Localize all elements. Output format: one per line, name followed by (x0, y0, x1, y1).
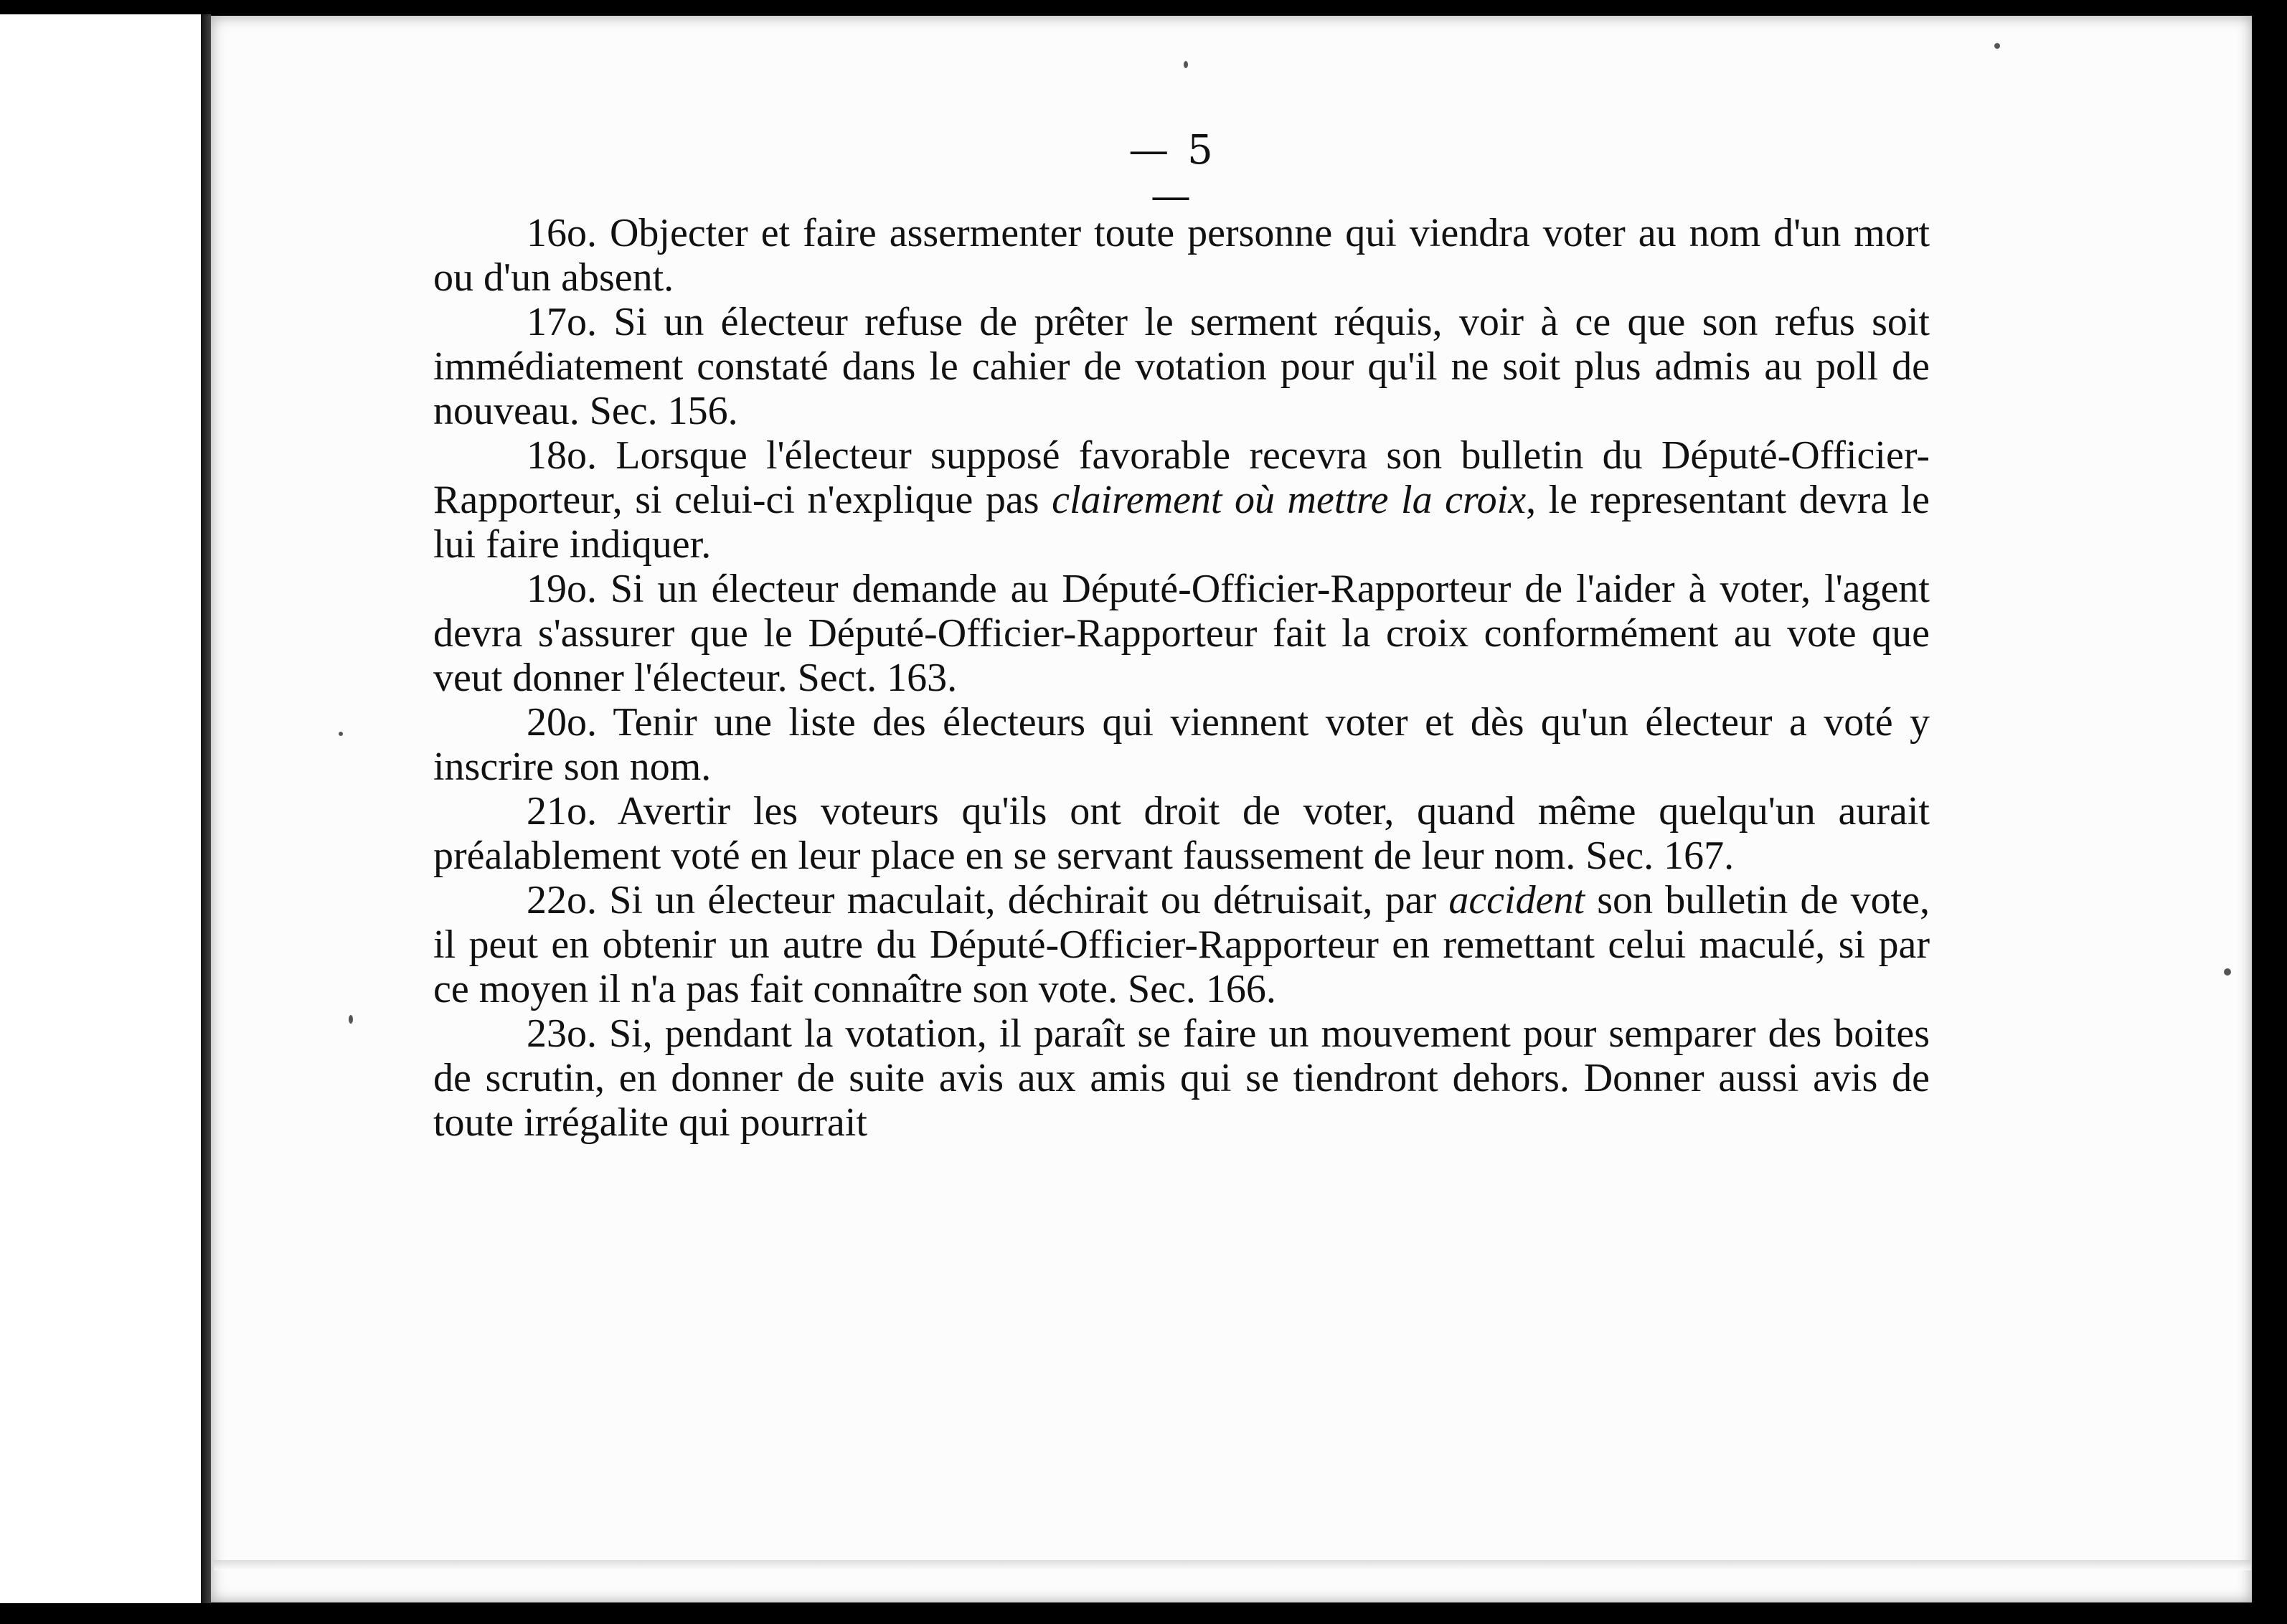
paragraph-23 (433, 1011, 1930, 1145)
paragraph-22 (433, 878, 1930, 1011)
scan-speck (349, 1015, 353, 1024)
book-gutter (201, 14, 211, 1603)
paragraph-text: 19o. Si un électeur demande au Député-Officier-Rapporteur de l'aider à voter, l'agent devra s'assurer que le Député-Officier-Rapporteur fait la croix conformément au vote que veut donner l'électeur. Sect. 163. (433, 567, 1930, 700)
scan-speck (339, 732, 343, 736)
paragraph-text: 16o. Objecter et faire assermenter toute personne qui viendra voter au nom d'un mort ou d'un absent. (433, 211, 1930, 300)
paragraph-text: 22o. Si un électeur maculait, déchirait ou détruisait, par (527, 878, 1449, 922)
paragraph-text: 18o. Lorsque l'électeur supposé favorable recevra son bulletin du Député-Officier-Rapporteur, si celui-ci n'explique pas (433, 433, 1930, 522)
paragraph-16 (433, 211, 1930, 300)
paragraph-text: 23o. Si, pendant la votation, il paraît se faire un mouvement pour semparer des boites de scrutin, en donner de suite avis aux amis qui se tiendront dehors. Donner aussi avis de toute irrégalite qui pourrait (433, 1011, 1930, 1145)
paragraph-text: , le representant devra le lui faire indiquer. (433, 478, 1930, 567)
facing-page-edge (0, 14, 201, 1603)
paragraph-text: son bulletin de vote, il peut en obtenir un autre du Député-Officier-Rapporteur en remettant celui maculé, si par ce moyen il n'a pas fait connaître son vote. Sec. 166. (433, 878, 1930, 1011)
paragraph-text: 17o. Si un électeur refuse de prêter le serment réquis, voir à ce que son refus soit immédiatement constaté dans le cahier de votation pour qu'il ne soit plus admis au poll de nouveau. Sec. 156. (433, 300, 1930, 433)
paragraph-17 (433, 300, 1930, 433)
paragraph-18 (433, 433, 1930, 567)
paragraph-text: 20o. Tenir une liste des électeurs qui viennent voter et dès qu'un électeur a voté y inscrire son nom. (433, 700, 1930, 789)
scan-speck (2224, 968, 2231, 976)
paragraph-21 (433, 789, 1930, 878)
paragraph-20 (433, 700, 1930, 789)
page-body (433, 211, 1930, 1145)
paragraph-19 (433, 567, 1930, 700)
italic-text: accident (1448, 878, 1585, 922)
page-bottom-edge (214, 1560, 2251, 1570)
scan-speck (1184, 61, 1188, 68)
page-number: — 5 — (1128, 127, 1216, 219)
paragraph-text: 21o. Avertir les voteurs qu'ils ont droit de voter, quand même quelqu'un aurait préalablement voté en leur place en se servant faussement de leur nom. Sec. 167. (433, 789, 1930, 878)
italic-text: clairement où mettre la croix (1052, 478, 1527, 522)
scan-speck (1994, 43, 2000, 49)
